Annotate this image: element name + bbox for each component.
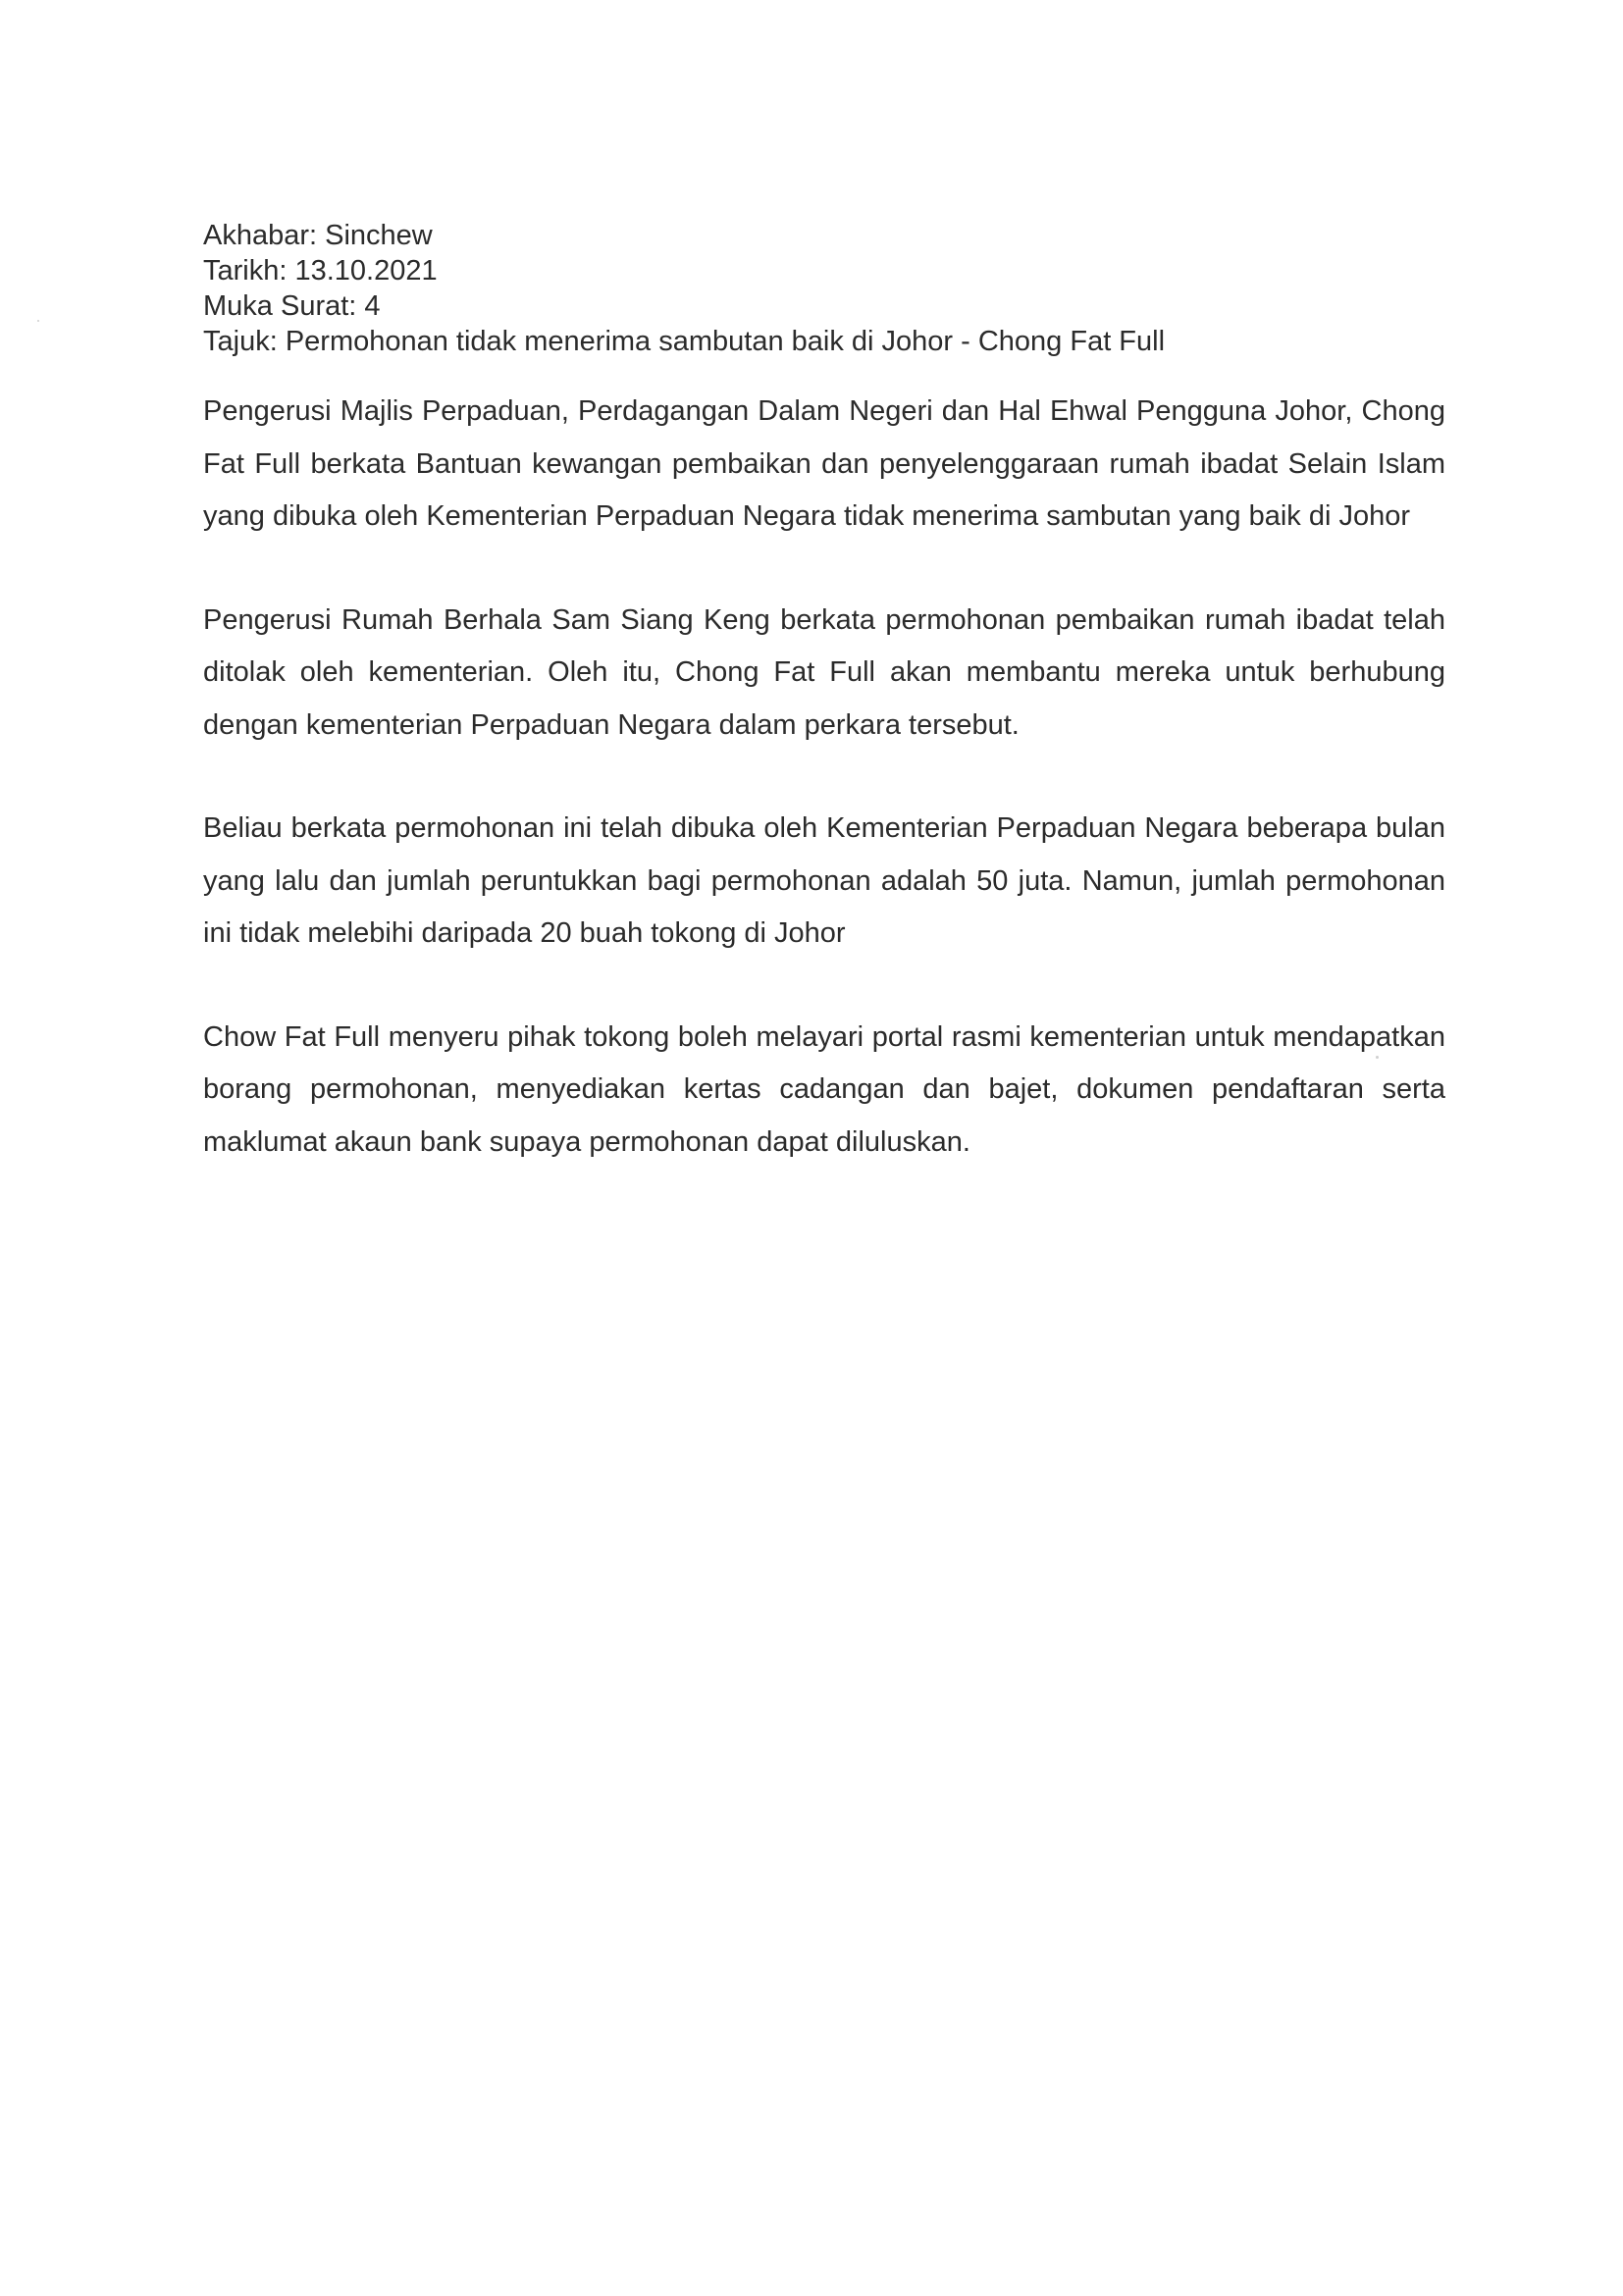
paragraph-2: Pengerusi Rumah Berhala Sam Siang Keng berkata permohonan pembaikan rumah ibadat telah ditolak oleh kementerian. Oleh itu, Chong Fat Full akan membantu mereka untuk berhubung dengan kementerian Perpaduan Negara dalam perkara tersebut.: [203, 603, 1445, 741]
newspaper-line: Akhabar: Sinchew: [203, 220, 433, 251]
paragraph-3: Beliau berkata permohonan ini telah dibuka oleh Kementerian Perpaduan Negara beberapa bulan yang lalu dan jumlah peruntukkan bagi permohonan adalah 50 juta. Namun, jumlah permohonan ini tidak melebihi daripada 20 buah tokong di Johor: [203, 812, 1445, 949]
scan-dust-mark: [1376, 1056, 1379, 1059]
scan-dust-mark: [37, 320, 39, 322]
page-number-line: Muka Surat: 4: [203, 290, 381, 322]
paragraph-1: Pengerusi Majlis Perpaduan, Perdagangan Dalam Negeri dan Hal Ehwal Pengguna Johor, Chong Fat Full berkata Bantuan kewangan pembaikan dan penyelenggaraan rumah ibadat Selain Islam yang dibuka oleh Kementerian Perpaduan Negara tidak menerima sambutan yang baik di Johor: [203, 395, 1445, 532]
title-line: Tajuk: Permohonan tidak menerima sambutan baik di Johor - Chong Fat Full: [203, 326, 1166, 357]
article-metadata: [203, 218, 1445, 359]
document-content: [203, 218, 1445, 1220]
paragraph-4: Chow Fat Full menyeru pihak tokong boleh melayari portal rasmi kementerian untuk mendapatkan borang permohonan, menyediakan kertas cadangan dan bajet, dokumen pendaftaran serta maklumat akaun bank supaya permohonan dapat diluluskan.: [203, 1020, 1445, 1158]
date-line: Tarikh: 13.10.2021: [203, 255, 438, 287]
